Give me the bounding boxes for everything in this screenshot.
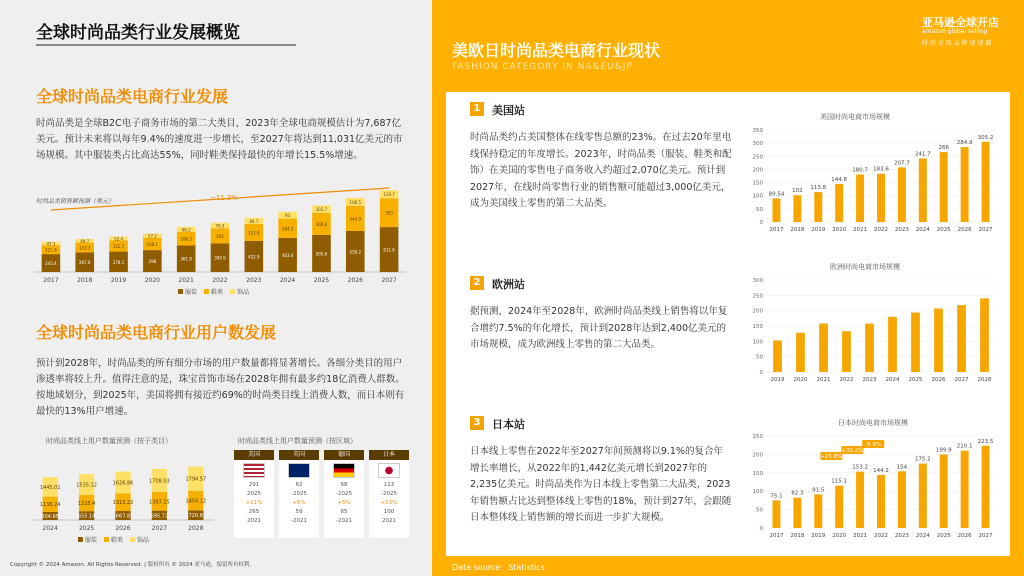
x-tick-label-2020: 2020	[832, 533, 847, 539]
data-label: 390.9	[214, 255, 226, 261]
data-label: 267.6	[79, 260, 91, 266]
bar-2025	[940, 152, 948, 222]
main-title: 全球时尚品类行业发展概览	[36, 23, 240, 43]
right-subtitle: FASHION CATEGORY IN NA&EU&JP	[452, 62, 633, 72]
region-value: +6%	[292, 500, 306, 506]
section-para-us: 时尚品类约占美国整体在线零售总额的23%。在过去20年里电线保持稳定的年度增长。2023年，时尚品类（服装、鞋类和配饰）在美国的零售电子商务收入约超过2,070亿美元。预计到2027年，在线时尚零售行业的销售额可能超过3,000亿美元，成为美国线上零售的第二大品类。	[470, 132, 732, 209]
x-tick-label-2023: 2023	[894, 533, 909, 539]
logo-line3: 时 尚 全 球 品 牌 加 速 器	[922, 40, 992, 47]
data-label: 183.6	[873, 166, 889, 173]
section1-paragraph: 时尚品类是全球B2C电子商务市场的第二大类目，2023年全球电商规模估计为7,687亿美元。预计未来将以每年9.4%的速度进一步增长，至2027年将达到11,031亿美元的市场规模。其中服装类占比高达55%，同时鞋类保持最快的年增长15.5%增速。	[36, 118, 403, 161]
title-underline	[36, 44, 296, 46]
x-tick-label-2024: 2024	[915, 533, 930, 539]
bar-2024	[919, 464, 927, 528]
data-label: 1535.12	[76, 482, 97, 489]
data-label: 154	[896, 464, 908, 471]
y-tick-label: 100	[752, 339, 763, 346]
region-value: 113	[383, 482, 395, 488]
legend-label: 饰品	[137, 537, 150, 544]
data-label: 106.5	[349, 199, 361, 205]
data-label: 153.2	[852, 464, 868, 471]
tick-label-2021: 2021	[178, 277, 194, 284]
y-tick-label: 250	[752, 154, 763, 161]
x-tick-label-2026: 2026	[957, 227, 972, 233]
data-label: 132.3	[79, 245, 91, 251]
data-label: 1626.86	[112, 480, 134, 487]
chart1-title: 时尚品类销售额预测（美元）	[36, 198, 115, 205]
region-value: +5%	[337, 500, 351, 506]
bar-2021	[856, 472, 864, 528]
x-tick-label-2018: 2018	[790, 227, 805, 233]
bar-2021	[819, 324, 828, 372]
data-label: 1794.57	[185, 476, 207, 483]
data-source: Data source：Statistics	[452, 563, 545, 572]
data-label: 57.2	[147, 233, 157, 239]
y-tick-label: 200	[752, 308, 763, 315]
data-label: 175.2	[914, 456, 931, 463]
data-label: 66.2	[181, 227, 191, 233]
region-column-us	[234, 450, 274, 538]
legend-label: 服装	[85, 537, 98, 544]
y-tick-label: 150	[752, 180, 763, 187]
section-title-jp: 日本站	[492, 418, 525, 431]
data-label: 76.3	[215, 223, 225, 229]
x-tick-label-2019: 2019	[811, 227, 826, 233]
tick-label-2020: 2020	[144, 277, 161, 284]
bar-2020	[796, 333, 805, 372]
bar-2019	[814, 192, 822, 222]
section-num-us: 1	[470, 102, 484, 116]
annotation-label: +33.2%	[841, 448, 864, 454]
data-label: 720.8	[188, 513, 203, 520]
bar-2026	[961, 147, 969, 222]
region-value: -2025	[291, 491, 307, 497]
data-label: 604.65	[41, 513, 59, 520]
region-column-uk	[279, 450, 319, 538]
y-tick-label: 300	[752, 141, 763, 148]
data-label: 152.7	[112, 243, 125, 249]
region-name: 德国	[324, 450, 364, 460]
x-tick-label-2025: 2025	[936, 533, 951, 539]
data-label: 695.72	[150, 513, 169, 520]
data-label: 1225.4	[77, 500, 96, 507]
bar-2023	[898, 471, 906, 528]
data-label: 667.8	[115, 513, 131, 520]
bar-2017	[772, 500, 780, 528]
x-tick-label-2021: 2021	[853, 533, 868, 539]
legend-label: 饰品	[237, 289, 250, 296]
region-value: -2025	[381, 491, 397, 497]
section-para-eu: 据预测，2024年至2028年，欧洲时尚品类线上销售将以年复合增约7.5%的年化增长，预计到2028年达到2,400亿美元的市场规模，成为欧洲线上零售的第二大品类。	[470, 306, 728, 350]
chart2-title: 时尚品类线上用户数量预测（按子类目）	[46, 437, 172, 445]
region-value: 59	[295, 509, 303, 515]
region-name: 英国	[279, 450, 319, 460]
user-region-table	[234, 450, 414, 538]
legend-label: 鞋类	[111, 537, 124, 544]
data-label: 168.1	[146, 241, 159, 247]
section-para-jp: 日本线上零售在2022年至2027年间预测将以9.1%的复合年增长率增长，从2022年的1,442亿美元增长到2027年的2,235亿美元。时尚品类作为日本线上零售第二大品类，2023年销售额占比达到整体线上零售的18%，预计到27年，会跟随日本整体线上销售额的增长而进一步扩大规模。	[470, 446, 732, 523]
region-value: 2025	[247, 491, 261, 497]
x-tick-label-2022: 2022	[874, 227, 888, 233]
bar-2023	[898, 167, 906, 222]
y-tick-label: 350	[752, 128, 763, 134]
region-value: 100	[383, 509, 395, 515]
x-tick-label-2017: 2017	[769, 533, 784, 539]
y-tick-label: 0	[759, 526, 763, 532]
x-tick-label-2021: 2021	[816, 377, 831, 383]
section-title-us: 美国站	[492, 104, 525, 117]
data-label: 82.3	[791, 490, 804, 497]
data-label: 231.9	[248, 230, 260, 236]
y-tick-label: 50	[756, 507, 763, 514]
data-label: 505.6	[315, 251, 328, 257]
bar-2017	[772, 198, 780, 222]
region-name: 日本	[369, 450, 409, 460]
tick-label-2024: 2024	[42, 525, 58, 532]
region-value: 265	[248, 509, 260, 515]
data-label: 102	[792, 188, 803, 195]
x-tick-label-2020: 2020	[832, 227, 847, 233]
data-label: 210.1	[956, 443, 973, 450]
x-tick-label-2025: 2025	[908, 377, 923, 383]
legend-swatch-服装	[178, 289, 183, 294]
x-tick-label-2017: 2017	[769, 227, 784, 233]
y-tick-label: 0	[759, 370, 763, 376]
data-label: 144.8	[831, 176, 848, 183]
data-label: 47.3	[46, 241, 56, 247]
section1-title: 全球时尚品类电商行业发展	[36, 87, 229, 106]
x-tick-label-2025: 2025	[936, 227, 951, 233]
data-label: 1136.24	[39, 502, 61, 509]
bar-2020	[835, 486, 843, 528]
data-label: 1445.01	[39, 484, 61, 491]
data-label: 284.9	[956, 140, 973, 147]
data-label: 305.2	[977, 134, 994, 141]
region-column-de	[324, 450, 364, 538]
x-tick-label-2019: 2019	[811, 533, 826, 539]
annotation-label: -5.9%	[865, 442, 882, 448]
us-chart-title: 美国时尚电商市场规模	[820, 113, 890, 121]
tick-label-2027: 2027	[381, 277, 397, 284]
y-tick-label: 50	[756, 206, 763, 213]
tick-label-2019: 2019	[110, 277, 127, 284]
y-tick-label: 0	[759, 220, 763, 226]
data-label: 101.7	[315, 207, 328, 213]
region-value: 65	[340, 509, 348, 515]
data-label: 422.9	[248, 254, 260, 260]
x-tick-label-2019: 2019	[770, 377, 785, 383]
data-label: 144.2	[873, 467, 889, 474]
bar-2027	[982, 142, 990, 222]
user-subcategory-chart	[28, 448, 218, 544]
y-tick-label: 150	[752, 470, 763, 477]
x-tick-label-2027: 2027	[954, 377, 969, 383]
annotation-label: +25.8%	[820, 454, 843, 460]
tick-label-2018: 2018	[77, 277, 93, 284]
right-title: 美欧日时尚品类电商行业现状	[452, 41, 661, 60]
data-label: 241.7	[914, 151, 931, 158]
bar-2025	[940, 454, 948, 528]
eu-market-chart	[744, 274, 1000, 384]
bar-2026	[961, 451, 969, 528]
region-name: 美国	[234, 450, 274, 460]
legend-swatch-饰品	[130, 537, 135, 542]
bar-2022	[877, 174, 885, 222]
x-tick-label-2024: 2024	[885, 377, 900, 383]
jp-market-chart	[744, 430, 1000, 540]
chart3-title: 时尚品类线上用户数量预测（按区域）	[238, 437, 357, 445]
tick-label-2027: 2027	[151, 525, 168, 532]
jp-chart-title: 日本时尚电商市场规模	[838, 419, 908, 427]
y-tick-label: 250	[752, 434, 763, 440]
tick-label-2026: 2026	[347, 277, 363, 284]
data-label: 180.7	[852, 167, 868, 174]
data-label: 243.4	[45, 261, 57, 267]
region-value: 68	[340, 482, 348, 488]
bar-2024	[888, 317, 897, 372]
legend-swatch-服装	[78, 537, 83, 542]
tick-label-2025: 2025	[313, 277, 330, 284]
data-label: 205	[216, 233, 224, 239]
data-label: 300.6	[315, 221, 328, 227]
data-label: 278.1	[112, 259, 125, 265]
y-tick-label: 200	[752, 452, 763, 459]
section-num-eu: 2	[470, 276, 484, 290]
us-market-chart	[744, 124, 1000, 234]
data-label: 463.4	[281, 252, 294, 258]
y-tick-label: 250	[752, 293, 763, 300]
bar-2027	[957, 305, 966, 372]
region-value: 2021	[382, 518, 396, 524]
bar-2024	[919, 158, 927, 222]
x-tick-label-2018: 2018	[790, 533, 805, 539]
x-tick-label-2028: 2028	[977, 377, 992, 383]
data-label: 1313.22	[112, 500, 134, 507]
tick-label-2022: 2022	[212, 277, 228, 284]
data-label: 264.3	[281, 226, 294, 232]
section2-paragraph: 预计到2028年，时尚品类的所有细分市场的用户数量都将显著增长。各细分类目的用户渗透率将较上升。值得注意的是，珠宝首饰市场在2028年拥有最多约18亿消费人群数。按地域划分，到2025年，美国将拥有接近约69%的时尚类目线上消费人数，而日本则有最快的13%用户增速。	[36, 358, 405, 417]
bar-2028	[980, 298, 989, 372]
data-label: 84.7	[249, 218, 259, 224]
data-label: 186.3	[180, 236, 192, 242]
bar-2022	[877, 475, 885, 528]
bar-2018	[793, 195, 801, 222]
section-num-jp: 3	[470, 416, 484, 430]
y-tick-label: 50	[756, 354, 763, 361]
data-label: 361.9	[180, 256, 192, 262]
tick-label-2025: 2025	[78, 525, 95, 532]
bar-2018	[793, 498, 801, 528]
data-label: 199.9	[935, 447, 952, 454]
tick-label-2023: 2023	[246, 277, 262, 284]
x-tick-label-2020: 2020	[793, 377, 808, 383]
data-label: 113.8	[810, 185, 827, 192]
region-column-jp	[369, 450, 409, 538]
data-label: 49.7	[80, 238, 90, 244]
region-value: +11%	[245, 500, 263, 506]
data-label: 75.1	[770, 493, 783, 500]
y-tick-label: 300	[752, 278, 763, 284]
x-tick-label-2023: 2023	[862, 377, 877, 383]
tick-label-2028: 2028	[188, 525, 204, 532]
data-label: 655.14	[77, 513, 96, 520]
region-value: 2021	[247, 518, 261, 524]
section2-title: 全球时尚品类电商行业用户数发展	[36, 323, 277, 342]
flag-de-icon	[333, 463, 355, 478]
region-value: -2021	[336, 518, 352, 524]
region-value: +13%	[380, 500, 398, 506]
bar-2027	[982, 446, 990, 528]
legend-label: 鞋类	[211, 289, 224, 296]
tick-label-2017: 2017	[43, 277, 59, 284]
bar-2025	[911, 313, 920, 372]
section-title-eu: 欧洲站	[492, 278, 525, 291]
bar-2022	[842, 331, 851, 372]
bar-2026	[934, 309, 943, 372]
data-label: 1708.03	[149, 478, 170, 485]
legend-label: 服装	[185, 289, 198, 296]
flag-us-icon	[243, 463, 265, 478]
data-label: 207.7	[894, 160, 910, 167]
x-tick-label-2027: 2027	[978, 227, 993, 233]
data-label: 558.2	[349, 249, 361, 255]
x-tick-label-2023: 2023	[894, 227, 909, 233]
legend-swatch-鞋类	[104, 537, 109, 542]
growth-label: ~11.3%	[209, 194, 238, 202]
data-label: 1397.15	[149, 499, 170, 506]
footer: Copyright © 2024 Amazon. All Rights Reserved. | 版权所有 © 2024 亚马逊，保留所有权利。	[10, 562, 255, 568]
y-tick-label: 100	[752, 489, 763, 496]
eu-chart-title: 欧洲时尚电商市场规模	[830, 263, 900, 271]
legend-swatch-鞋类	[204, 289, 209, 294]
x-tick-label-2026: 2026	[931, 377, 946, 383]
data-label: 298	[148, 259, 157, 265]
y-tick-label: 150	[752, 324, 763, 330]
y-tick-label: 100	[752, 193, 763, 200]
x-tick-label-2022: 2022	[839, 377, 854, 383]
data-label: 223.5	[977, 438, 994, 445]
data-label: 393	[385, 210, 393, 216]
bar-2021	[856, 175, 864, 222]
data-label: 1454.12	[185, 498, 207, 505]
data-label: 266	[938, 145, 949, 152]
data-label: 121.6	[45, 247, 57, 253]
region-value: -2025	[336, 491, 352, 497]
data-label: 344.9	[349, 216, 361, 222]
x-tick-label-2024: 2024	[915, 227, 930, 233]
bar-2020	[835, 184, 843, 222]
data-label: 52.4	[114, 236, 123, 242]
logo-line2: amazon global selling	[922, 28, 988, 35]
data-label: 110.7	[383, 192, 395, 198]
region-value: 62	[295, 482, 303, 488]
x-tick-label-2021: 2021	[853, 227, 868, 233]
bar-2019	[773, 340, 782, 372]
logo-line1: 亚马逊全球开店	[922, 16, 999, 29]
legend-swatch-饰品	[230, 289, 235, 294]
x-tick-label-2027: 2027	[978, 533, 993, 539]
data-label: 89.54	[768, 191, 785, 198]
tick-label-2026: 2026	[115, 525, 131, 532]
flag-jp-icon	[378, 463, 400, 478]
tick-label-2024: 2024	[279, 277, 296, 284]
x-tick-label-2022: 2022	[874, 533, 888, 539]
bar-2019	[814, 494, 822, 528]
flag-uk-icon	[288, 463, 310, 478]
data-label: 93	[285, 213, 291, 219]
data-label: 91.5	[812, 487, 825, 494]
x-tick-label-2026: 2026	[957, 533, 972, 539]
data-label: 115.1	[831, 478, 848, 485]
region-value: 291	[248, 482, 260, 488]
y-tick-label: 200	[752, 167, 763, 174]
region-value: -2021	[291, 518, 307, 524]
data-label: 611.6	[383, 247, 395, 253]
bar-2023	[865, 324, 874, 372]
